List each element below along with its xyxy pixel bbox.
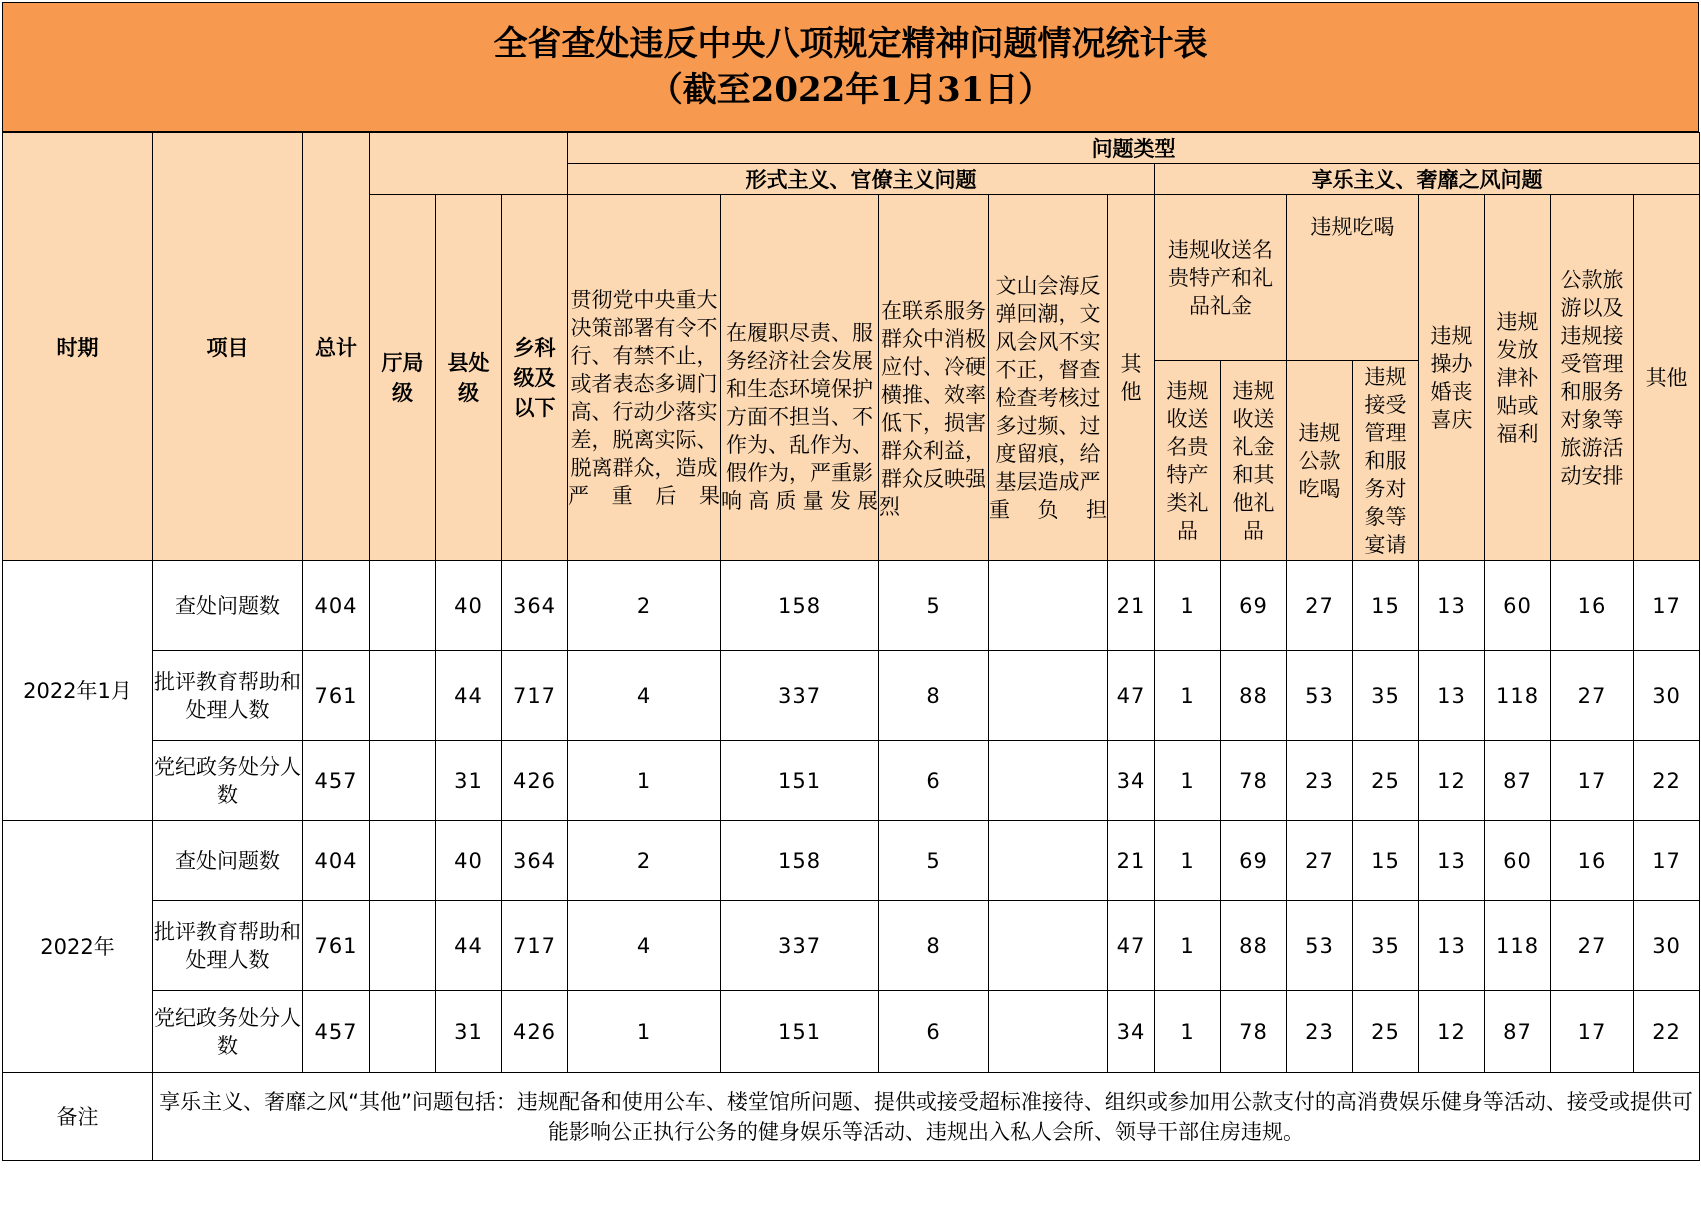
value-cell: 27 <box>1287 821 1353 901</box>
value-cell: 337 <box>721 651 879 741</box>
value-cell: 27 <box>1551 901 1634 991</box>
header-h-allowance: 违规发放津补贴或福利 <box>1485 195 1551 561</box>
value-cell: 44 <box>436 651 502 741</box>
value-cell: 761 <box>303 651 370 741</box>
value-cell: 87 <box>1485 741 1551 821</box>
value-cell: 69 <box>1221 561 1287 651</box>
value-cell: 47 <box>1108 651 1155 741</box>
header-hedonism: 享乐主义、奢靡之风问题 <box>1155 164 1700 195</box>
value-cell: 1 <box>568 741 721 821</box>
header-h-gifts-b: 违规收送礼金和其他礼品 <box>1221 361 1287 561</box>
header-level-ting: 厅局级 <box>370 195 436 561</box>
value-cell: 12 <box>1419 741 1485 821</box>
value-cell: 27 <box>1551 651 1634 741</box>
value-cell: 22 <box>1634 991 1700 1073</box>
value-cell: 457 <box>303 991 370 1073</box>
item-cell: 党纪政务处分人数 <box>153 741 303 821</box>
value-cell: 60 <box>1485 821 1551 901</box>
value-cell <box>989 821 1108 901</box>
header-problem-type: 问题类型 <box>568 133 1700 164</box>
value-cell <box>370 991 436 1073</box>
item-cell: 批评教育帮助和处理人数 <box>153 901 303 991</box>
remark-row <box>3 1073 1700 1161</box>
header-f-other: 其他 <box>1108 195 1155 561</box>
value-cell: 1 <box>568 991 721 1073</box>
value-cell: 2 <box>568 821 721 901</box>
value-cell: 17 <box>1634 821 1700 901</box>
value-cell <box>370 821 436 901</box>
value-cell: 31 <box>436 741 502 821</box>
value-cell: 717 <box>502 651 568 741</box>
value-cell: 1 <box>1155 901 1221 991</box>
title-line-1: 全省查处违反中央八项规定精神问题情况统计表 <box>493 24 1208 64</box>
value-cell: 337 <box>721 901 879 991</box>
value-cell <box>989 741 1108 821</box>
header-item: 项目 <box>153 133 303 561</box>
value-cell: 1 <box>1155 821 1221 901</box>
value-cell: 8 <box>879 651 989 741</box>
value-cell: 31 <box>436 991 502 1073</box>
statistics-table <box>2 132 1700 1161</box>
value-cell: 16 <box>1551 821 1634 901</box>
value-cell: 151 <box>721 741 879 821</box>
value-cell: 25 <box>1353 741 1419 821</box>
table-row <box>3 901 1700 991</box>
value-cell: 364 <box>502 561 568 651</box>
value-cell <box>989 901 1108 991</box>
value-cell: 17 <box>1551 991 1634 1073</box>
header-level-group <box>370 133 568 195</box>
value-cell: 44 <box>436 901 502 991</box>
table-row <box>3 651 1700 741</box>
value-cell: 404 <box>303 821 370 901</box>
table-row <box>3 991 1700 1073</box>
header-f2: 在履职尽责、服务经济社会发展和生态环境保护方面不担当、不作为、乱作为、假作为，严重影响高质量发展 <box>721 195 879 561</box>
value-cell: 34 <box>1108 741 1155 821</box>
value-cell: 151 <box>721 991 879 1073</box>
value-cell: 15 <box>1353 561 1419 651</box>
header-formalism: 形式主义、官僚主义问题 <box>568 164 1155 195</box>
header-h-dining-b: 违规接受管理和服务对象等宴请 <box>1353 361 1419 561</box>
value-cell: 8 <box>879 901 989 991</box>
value-cell: 69 <box>1221 821 1287 901</box>
value-cell: 40 <box>436 561 502 651</box>
value-cell: 457 <box>303 741 370 821</box>
value-cell <box>370 561 436 651</box>
value-cell: 16 <box>1551 561 1634 651</box>
value-cell <box>370 901 436 991</box>
value-cell: 5 <box>879 561 989 651</box>
value-cell: 4 <box>568 651 721 741</box>
value-cell: 761 <box>303 901 370 991</box>
value-cell: 13 <box>1419 561 1485 651</box>
title-line-2: （截至2022年1月31日） <box>648 70 1053 110</box>
value-cell: 47 <box>1108 901 1155 991</box>
value-cell: 17 <box>1551 741 1634 821</box>
value-cell: 6 <box>879 991 989 1073</box>
value-cell: 1 <box>1155 741 1221 821</box>
value-cell: 88 <box>1221 901 1287 991</box>
value-cell: 25 <box>1353 991 1419 1073</box>
value-cell: 2 <box>568 561 721 651</box>
value-cell: 158 <box>721 561 879 651</box>
title-banner <box>2 2 1699 132</box>
header-h-gifts-a: 违规收送名贵特产类礼品 <box>1155 361 1221 561</box>
value-cell: 6 <box>879 741 989 821</box>
header-f1: 贯彻党中央重大决策部署有令不行、有禁不止，或者表态多调门高、行动少落实差，脱离实际、脱离群众，造成严重后果 <box>568 195 721 561</box>
period-cell: 2022年1月 <box>3 561 153 821</box>
value-cell: 158 <box>721 821 879 901</box>
item-cell: 查处问题数 <box>153 561 303 651</box>
header-h-dining: 违规吃喝 <box>1287 195 1419 361</box>
value-cell: 23 <box>1287 741 1353 821</box>
header-total: 总计 <box>303 133 370 561</box>
header-h-other: 其他 <box>1634 195 1700 561</box>
header-h-wedding: 违规操办婚丧喜庆 <box>1419 195 1485 561</box>
value-cell: 717 <box>502 901 568 991</box>
header-h-dining-a: 违规公款吃喝 <box>1287 361 1353 561</box>
value-cell: 5 <box>879 821 989 901</box>
table-row <box>3 821 1700 901</box>
value-cell: 53 <box>1287 651 1353 741</box>
value-cell: 30 <box>1634 901 1700 991</box>
header-f3: 在联系服务群众中消极应付、冷硬横推、效率低下，损害群众利益，群众反映强烈 <box>879 195 989 561</box>
value-cell: 4 <box>568 901 721 991</box>
value-cell: 1 <box>1155 561 1221 651</box>
value-cell: 118 <box>1485 901 1551 991</box>
value-cell: 13 <box>1419 821 1485 901</box>
value-cell: 426 <box>502 741 568 821</box>
value-cell: 78 <box>1221 991 1287 1073</box>
value-cell: 21 <box>1108 561 1155 651</box>
value-cell: 364 <box>502 821 568 901</box>
remark-text: 享乐主义、奢靡之风“其他”问题包括：违规配备和使用公车、楼堂馆所问题、提供或接受超标准接待、组织或参加用公款支付的高消费娱乐健身等活动、接受或提供可能影响公正执行公务的健身娱乐等活动、违规出入私人会所、领导干部住房违规。 <box>153 1073 1700 1161</box>
value-cell: 21 <box>1108 821 1155 901</box>
value-cell: 78 <box>1221 741 1287 821</box>
value-cell: 13 <box>1419 651 1485 741</box>
value-cell: 35 <box>1353 651 1419 741</box>
header-period: 时期 <box>3 133 153 561</box>
value-cell: 426 <box>502 991 568 1073</box>
header-level-xian: 县处级 <box>436 195 502 561</box>
value-cell: 118 <box>1485 651 1551 741</box>
value-cell: 53 <box>1287 901 1353 991</box>
value-cell: 15 <box>1353 821 1419 901</box>
value-cell: 22 <box>1634 741 1700 821</box>
value-cell: 35 <box>1353 901 1419 991</box>
statistics-sheet <box>2 2 1699 1208</box>
header-h-gifts: 违规收送名贵特产和礼品礼金 <box>1155 195 1287 361</box>
value-cell: 1 <box>1155 991 1221 1073</box>
value-cell: 1 <box>1155 651 1221 741</box>
table-row <box>3 561 1700 651</box>
value-cell <box>989 991 1108 1073</box>
remark-label: 备注 <box>3 1073 153 1161</box>
value-cell <box>989 561 1108 651</box>
value-cell: 87 <box>1485 991 1551 1073</box>
value-cell: 12 <box>1419 991 1485 1073</box>
item-cell: 查处问题数 <box>153 821 303 901</box>
period-cell: 2022年 <box>3 821 153 1073</box>
value-cell: 60 <box>1485 561 1551 651</box>
table-row <box>3 741 1700 821</box>
value-cell: 17 <box>1634 561 1700 651</box>
value-cell: 40 <box>436 821 502 901</box>
value-cell: 23 <box>1287 991 1353 1073</box>
value-cell: 88 <box>1221 651 1287 741</box>
value-cell: 27 <box>1287 561 1353 651</box>
header-level-xiang: 乡科级及以下 <box>502 195 568 561</box>
value-cell <box>370 741 436 821</box>
value-cell <box>370 651 436 741</box>
header-f4: 文山会海反弹回潮，文风会风不实不正，督查检查考核过多过频、过度留痕，给基层造成严重负担 <box>989 195 1108 561</box>
value-cell: 13 <box>1419 901 1485 991</box>
value-cell: 30 <box>1634 651 1700 741</box>
header-row-1 <box>3 133 1700 164</box>
header-h-travel: 公款旅游以及违规接受管理和服务对象等旅游活动安排 <box>1551 195 1634 561</box>
value-cell: 34 <box>1108 991 1155 1073</box>
value-cell: 404 <box>303 561 370 651</box>
item-cell: 批评教育帮助和处理人数 <box>153 651 303 741</box>
value-cell <box>989 651 1108 741</box>
item-cell: 党纪政务处分人数 <box>153 991 303 1073</box>
